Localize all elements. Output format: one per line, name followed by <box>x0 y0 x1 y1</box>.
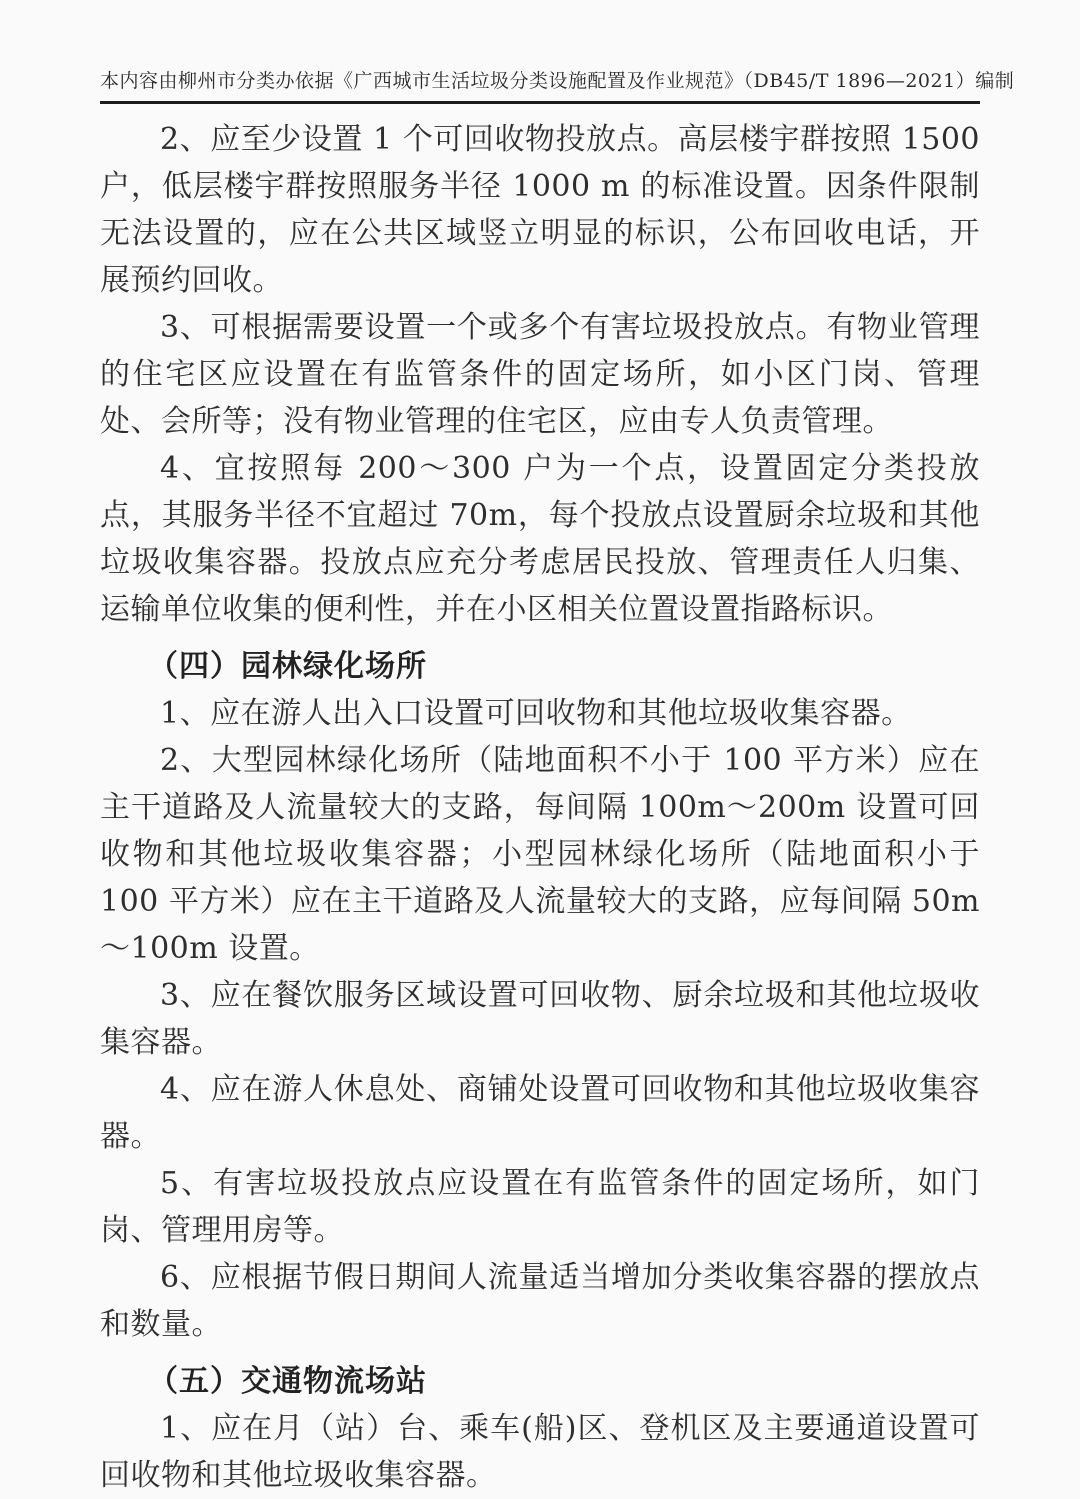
paragraph-park-size-rules: 2、大型园林绿化场所（陆地面积不小于 100 平方米）应在主干道路及人流量较大的支路，每间隔 100m～200m 设置可回收物和其他垃圾收集容器；小型园林绿化场所（陆地面积小于 100 平方米）应在主干道路及人流量较大的支路，应每间隔 50m～100m 设置。 <box>100 743 980 966</box>
document-source-note: 本内容由柳州市分类办依据《广西城市生活垃圾分类设施配置及作业规范》（DB45/T 1896—2021）编制 <box>100 70 1015 92</box>
paragraph-rest-area: 4、应在游人休息处、商铺处设置可回收物和其他垃圾收集容器。 <box>100 1072 980 1154</box>
paragraph-fixed-sorting-point: 4、宜按照每 200～300 户为一个点，设置固定分类投放点，其服务半径不宜超过 70m，每个投放点设置厨余垃圾和其他垃圾收集容器。投放点应充分考虑居民投放、管理责任人归集、运输单位收集的便利性，并在小区相关位置设置指路标识。 <box>100 451 980 627</box>
paragraph-hazardous-fixed-site: 5、有害垃圾投放点应设置在有监管条件的固定场所，如门岗、管理用房等。 <box>100 1166 980 1248</box>
paragraph-park-entrance: 1、应在游人出入口设置可回收物和其他垃圾收集容器。 <box>160 696 912 731</box>
paragraph-recyclable-point: 2、应至少设置 1 个可回收物投放点。高层楼宇群按照 1500 户，低层楼宇群按照服务半径 1000 m 的标准设置。因条件限制无法设置的，应在公共区域竖立明显的标识，公布回收电话，开展预约回收。 <box>100 122 980 298</box>
paragraph-holiday-capacity: 6、应根据节假日期间人流量适当增加分类收集容器的摆放点和数量。 <box>100 1260 980 1342</box>
paragraph-dining-area: 3、应在餐饮服务区域设置可回收物、厨余垃圾和其他垃圾收集容器。 <box>100 978 980 1060</box>
paragraph-platform-areas: 1、应在月（站）台、乘车(船)区、登机区及主要通道设置可回收物和其他垃圾收集容器。 <box>100 1411 980 1493</box>
section-heading-transport: （五）交通物流场站 <box>148 1364 427 1399</box>
document-body <box>100 104 980 1499</box>
paragraph-hazardous-point: 3、可根据需要设置一个或多个有害垃圾投放点。有物业管理的住宅区应设置在有监管条件的固定场所，如小区门岗、管理处、会所等；没有物业管理的住宅区，应由专人负责管理。 <box>100 310 980 439</box>
section-heading-landscape: （四）园林绿化场所 <box>148 649 427 684</box>
